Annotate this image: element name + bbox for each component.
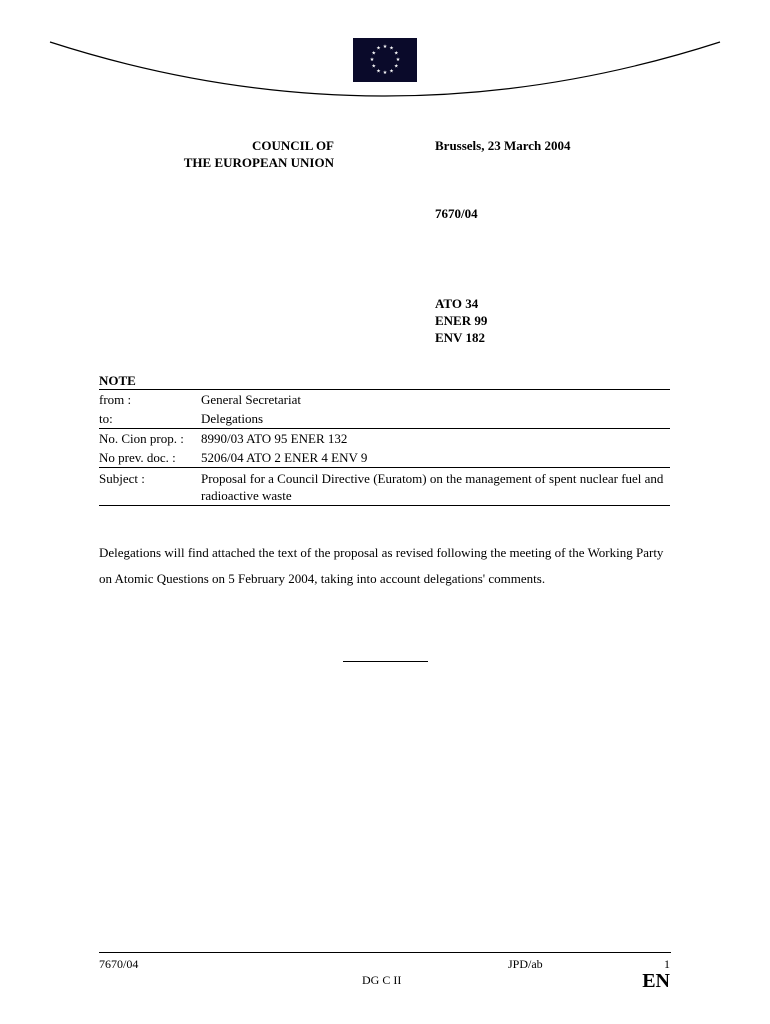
row-label: from : (99, 392, 132, 407)
row-value: General Secretariat (201, 392, 301, 407)
body-paragraph: Delegations will find attached the text of the proposal as revised following the meeting of the Working Party on Atomic Questions on 5 February 2004, taking into account delegations' comments. (99, 545, 664, 586)
svg-text:★: ★ (382, 70, 388, 76)
institution-line2: THE EUROPEAN UNION (183, 155, 334, 170)
svg-text:★: ★ (369, 57, 375, 63)
note-row-from (99, 390, 670, 409)
note-row-subject (99, 468, 670, 505)
place-date: Brussels, 23 March 2004 (435, 138, 571, 153)
divider (99, 505, 670, 506)
svg-text:★: ★ (371, 50, 376, 57)
footer-divider (99, 952, 671, 953)
language-code: EN (642, 970, 670, 992)
svg-text:★: ★ (389, 45, 394, 52)
document-number: 7670/04 (435, 206, 478, 221)
note-row-cion-prop (99, 429, 670, 448)
row-value: Delegations (201, 411, 264, 426)
svg-text:★: ★ (371, 63, 376, 70)
code-item: ATO 34 (435, 296, 479, 311)
svg-text:★: ★ (382, 44, 388, 50)
footer-initials: JPD/ab (508, 957, 543, 971)
note-title: NOTE (99, 373, 136, 388)
row-label: to: (99, 411, 113, 426)
footer-doc-number: 7670/04 (99, 957, 139, 971)
end-rule (343, 661, 428, 662)
svg-text:★: ★ (395, 57, 401, 63)
svg-text:★: ★ (376, 45, 381, 52)
svg-text:★: ★ (394, 63, 399, 70)
row-value: 8990/03 ATO 95 ENER 132 (201, 431, 348, 446)
row-value: Proposal for a Council Directive (Euratom) on the management of spent nuclear fuel and radioactive waste (201, 471, 664, 503)
footer-page-number: 1 (664, 957, 670, 971)
institution-name (150, 137, 334, 171)
row-label: No. Cion prop. : (99, 431, 184, 446)
classification-codes (435, 295, 487, 346)
code-item: ENER 99 (435, 313, 488, 328)
footer-directorate: DG C II (362, 973, 402, 987)
note-table (99, 373, 670, 506)
svg-text:★: ★ (394, 50, 399, 57)
institution-line1: COUNCIL OF (252, 138, 334, 153)
row-value: 5206/04 ATO 2 ENER 4 ENV 9 (201, 450, 368, 465)
row-label: No prev. doc. : (99, 450, 176, 465)
note-row-prev-doc (99, 448, 670, 467)
row-label: Subject : (99, 471, 145, 486)
svg-text:★: ★ (376, 68, 381, 75)
eu-flag-icon (353, 38, 417, 82)
code-item: ENV 182 (435, 330, 485, 345)
svg-text:★: ★ (389, 68, 394, 75)
note-row-to (99, 409, 670, 428)
